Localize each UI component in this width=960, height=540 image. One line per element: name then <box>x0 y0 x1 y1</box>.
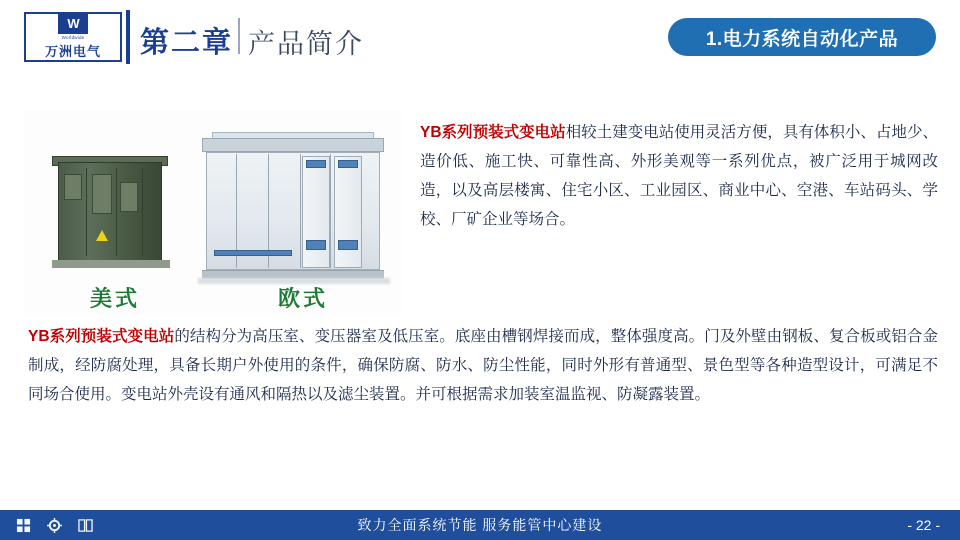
logo-mark-icon: W <box>58 14 88 34</box>
paragraph-right <box>420 118 938 234</box>
slide-footer <box>0 510 960 540</box>
section-badge: 1.电力系统自动化产品 <box>668 18 936 56</box>
us-door-line-1 <box>86 168 87 256</box>
eu-seam-4 <box>330 154 331 268</box>
us-door-line-3 <box>142 168 143 256</box>
paragraph-right-text: 相较土建变电站使用灵活方便，具有体积小、占地少、造价低、施工快、可靠性高、外形美观等一系列优点，被广泛用于城网改造，以及高层楼寓、住宅小区、工业园区、商业中心、空港、车站码头、学校、厂矿企业等场合。 <box>420 124 938 228</box>
eu-door-1 <box>302 156 330 268</box>
keyword-yb-series-bottom: YB系列预装式变电站 <box>28 328 175 345</box>
us-panel-a <box>64 174 82 200</box>
eu-stripe <box>214 250 292 256</box>
us-door-line-2 <box>116 168 117 256</box>
eu-louver-1 <box>306 240 326 250</box>
paragraph-bottom-text: 的结构分为高压室、变压器室及低压室。底座由槽钢焊接而成，整体强度高。门及外壁由钢板、复合板或铝合金制成，经防腐处理，具备长期户外使用的条件，确保防腐、防水、防尘性能，同时外形有普通型、景色型等各种造型设计，可满足不同场合使用。变电站外壳设有通风和隔热以及滤尘装置。并可根据需求加装室温监视、防凝露装置。 <box>28 328 938 403</box>
us-hazard-warning-icon <box>96 230 108 241</box>
american-style-substation-image <box>52 152 172 270</box>
us-base <box>52 260 170 268</box>
caption-european: 欧式 <box>278 286 329 311</box>
company-logo <box>24 12 122 62</box>
keyword-yb-series-right: YB系列预装式变电站 <box>420 124 566 141</box>
eu-vent-1 <box>306 160 326 168</box>
eu-louver-2 <box>338 240 358 250</box>
product-image-panel <box>24 110 402 315</box>
paragraph-bottom <box>28 322 938 409</box>
footer-page-number: - 22 - <box>907 517 940 533</box>
title-separator <box>238 18 240 54</box>
caption-american: 美式 <box>90 286 141 311</box>
eu-roof <box>202 138 384 152</box>
eu-seam-3 <box>300 154 301 268</box>
logo-sub-text: Worldwide <box>61 35 85 40</box>
us-panel-c <box>120 182 138 212</box>
slide-header <box>0 0 960 74</box>
header-divider <box>126 10 130 64</box>
chapter-title: 第二章 <box>140 27 234 59</box>
chapter-subtitle: 产品简介 <box>248 29 364 59</box>
european-style-substation-image <box>202 132 384 292</box>
footer-slogan: 致力全面系统节能 服务能管中心建设 <box>357 517 603 533</box>
eu-vent-2 <box>338 160 358 168</box>
logo-company-name: 万洲电气 <box>44 44 101 59</box>
eu-door-2 <box>334 156 362 268</box>
us-panel-b <box>92 174 112 214</box>
